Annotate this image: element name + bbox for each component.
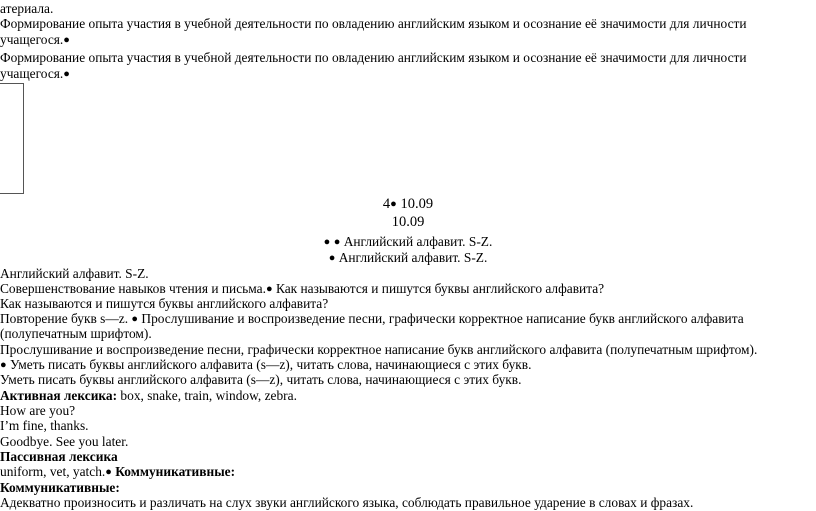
text-line <box>0 326 152 342</box>
text-line <box>0 495 693 511</box>
bullet-icon: ● <box>63 34 70 46</box>
date: 10.09 <box>391 214 425 230</box>
text: I’m fine, thanks. <box>0 418 89 433</box>
bullet-icon: ● <box>0 359 7 371</box>
text-line <box>0 403 75 419</box>
text: uniform, vet, yatch. <box>0 464 106 479</box>
heading: Активная лексика: <box>0 388 118 403</box>
bullet-icon: ● <box>390 198 397 210</box>
topic: Английский алфавит. S-Z. <box>340 234 493 249</box>
text-line <box>0 388 297 404</box>
text: Формирование опыта участия в учебной деятельности по овладению английским языком и осознание её значимости для личности <box>0 50 747 65</box>
text: учащегося. <box>0 66 64 81</box>
text: Как называются и пишутся буквы английского алфавита? <box>272 281 605 296</box>
topic: Английский алфавит. S-Z. <box>335 250 488 265</box>
date: 10.09 <box>396 196 434 212</box>
bullet-icon: ● <box>131 313 139 325</box>
text: Повторение букв s—z. <box>0 311 132 326</box>
text: Прослушивание и воспроизведение песни, графически корректное написание букв английского алфавита <box>138 311 744 326</box>
text-line <box>0 66 70 83</box>
text: Как называются и пишутся буквы английского алфавита? <box>0 296 329 311</box>
text: Совершенствование навыков чтения и письма. <box>0 281 266 296</box>
text: атериала. <box>0 1 54 16</box>
text-line <box>0 50 747 66</box>
text: Goodbye. See you later. <box>0 434 129 449</box>
text-line <box>0 449 118 465</box>
bullet-icon: ● <box>63 68 70 80</box>
text: Формирование опыта участия в учебной деятельности по овладению английским языком и осознание её значимости для личности <box>0 16 747 31</box>
heading: Пассивная лексика <box>0 449 118 464</box>
bullet-icon: ● <box>333 236 341 248</box>
text-line <box>0 16 747 32</box>
date-line <box>0 214 816 230</box>
topic-line <box>0 234 816 251</box>
embedded-frame <box>0 83 24 194</box>
text: Английский алфавит. S-Z. <box>0 266 149 281</box>
text: (полупечатным шрифтом). <box>0 326 152 341</box>
text-line <box>0 1 53 17</box>
text-line <box>0 266 149 282</box>
text: учащегося. <box>0 32 64 47</box>
text: box, snake, train, window, zebra. <box>117 388 297 403</box>
text: Адекватно произносить и различать на слух звуки английского языка, соблюдать правильное ударение в словах и фразах. <box>0 495 694 510</box>
text: Прослушивание и воспроизведение песни, графически корректное написание букв английского алфавита (полупечатным шрифтом). <box>0 342 758 357</box>
bullet-icon: ● <box>328 252 336 264</box>
topic-line <box>0 250 816 267</box>
text-line <box>0 342 757 358</box>
text-line <box>0 32 70 49</box>
lesson-number: 4 <box>382 196 391 212</box>
text: Уметь писать буквы английского алфавита (s—z), читать слова, начинающиеся с этих букв. <box>6 357 532 372</box>
lesson-date-line <box>0 196 816 213</box>
text: How are you? <box>0 403 76 418</box>
text-line <box>0 296 328 312</box>
bullet-icon: ● <box>265 283 273 295</box>
text-line <box>0 480 120 496</box>
text-line <box>0 372 521 388</box>
bullet-icon: ● <box>323 236 331 248</box>
bullet-icon: ● <box>105 466 112 478</box>
heading: Коммуникативные: <box>111 464 236 479</box>
text-line <box>0 464 235 481</box>
text-line <box>0 434 128 450</box>
text-line <box>0 418 89 434</box>
text: Уметь писать буквы английского алфавита (s—z), читать слова, начинающиеся с этих букв. <box>0 372 522 387</box>
heading: Коммуникативные: <box>0 480 120 495</box>
